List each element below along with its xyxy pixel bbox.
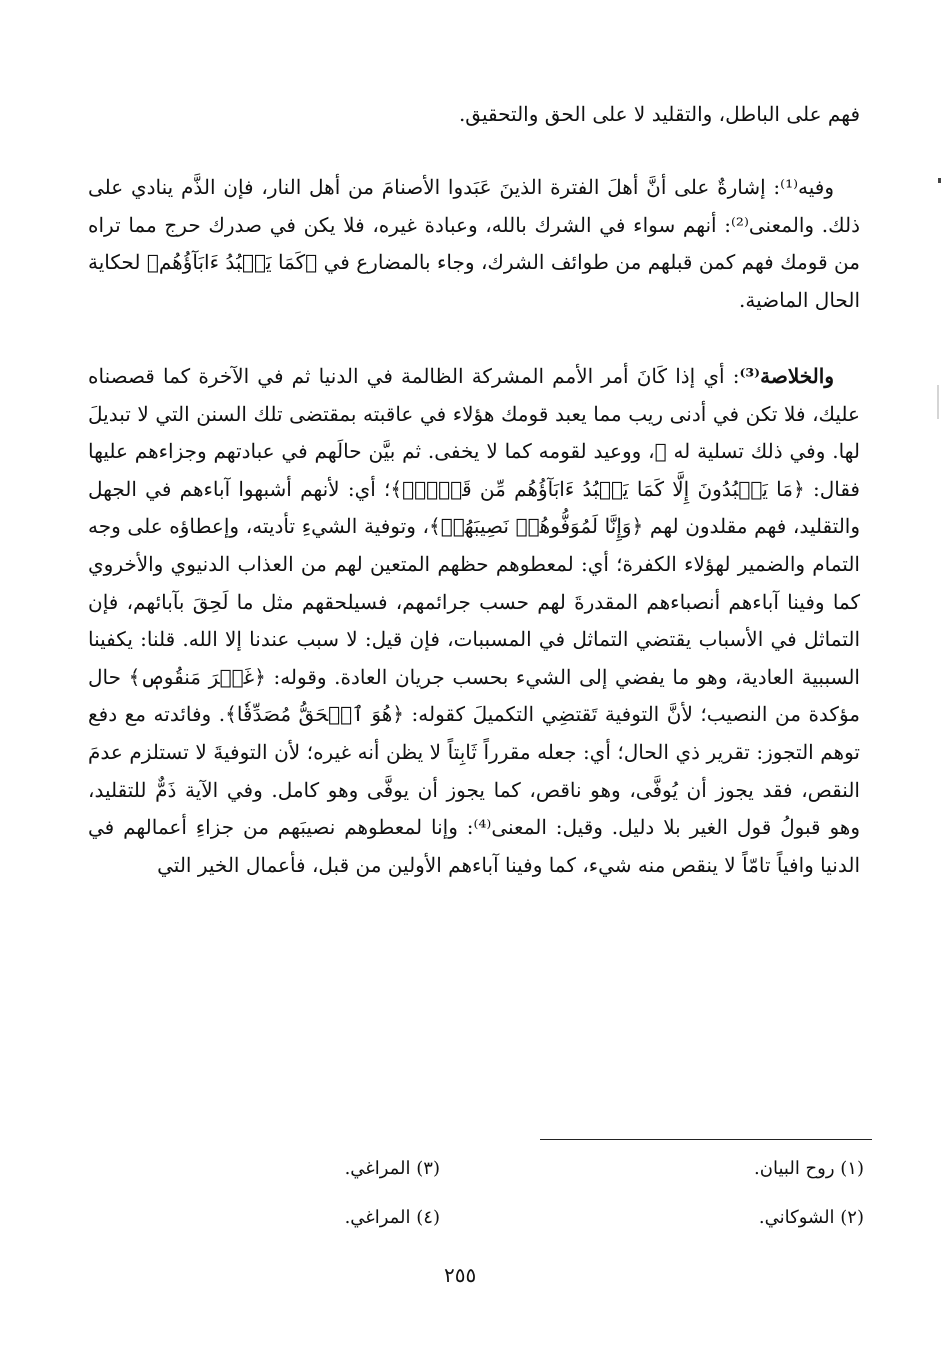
footnote-divider [540, 1139, 872, 1140]
scan-margin-speck [937, 385, 939, 419]
scan-margin-mark [938, 178, 941, 183]
page-number: ٢٥٥ [444, 1263, 477, 1287]
summary-body: : أي إذا كَانَ أمر الأمم المشركة الظالمة في الدنيا ثم في الآخرة كما قصصناه عليك، فلا تكن في أدنى ريب مما يعبد قومك هؤلاء في عاقبته بمقتضى تلك السنن التي لا تبديلَ لها. وفي ذلك تسلية له ﷺ، ووعيد لقومه كما لا يخفى. ثم بيَّن حالَهم في عبادتهم وجزاءهم عليها فقال: ﴿مَا يَعۡبُدُونَ إِلَّا كَمَا يَعۡبُدُ ءَابَآؤُهُم مِّن قَبۡلُۚ﴾؛ أي: لأنهم أشبهوا آباءهم في الجهل والتقليد، فهم مقلدون لهم ﴿وَإِنَّا لَمُوَفُّوهُمۡ نَصِيبَهُمۡ﴾، وتوفية الشيءِ تأديته، وإعطاؤه على وجه التمام والضمير لهؤلاء الكفرة؛ أي: لمعطوهم حظهم المتعين لهم من العذاب الدنيوي والأخروي كما وفينا آباءهم أنصباءهم المقدرةَ لهم حسب جرائمهم، فسيلحقهم مثل ما لَحِقَ بآبائهم، فإن التماثل في الأسباب يقتضي التماثل في المسببات، فإن قيل: لا سبب عندنا إلا الله. قلنا: يكفينا السببية العادية، وهو ما يفضي إلى الشيء بحسب جريان العادة. وقوله: ﴿غَيۡرَ مَنقُوصٖ﴾ حال مؤكدة من النصيب؛ لأنَّ التوفية تَقتضِي التكميلَ كقوله: ﴿هُوَ ٱلۡحَقُّ مُصَدِّقٗا﴾. وفائدته مع دفع توهم التجوز: تقرير ذي الحال؛ أي: جعله مقرراً ثَابِتاً لا يظن أنه غيره؛ لأن التوفيةَ لا تستلزم عدمَ النقص، فقد يجوز أن يُوفَّى، وهو ناقص، كما يجوز أن يوفَّى وهو كامل. وفي الآية ذَمٌّ للتقليد، وهو قبولُ قول الغير بلا دليل. وقيل: المعنى⁽⁴⁾: وإنا لمعطوهم نصيبَهم من جزاءِ أعمالهم في الدنيا وافياً تامّاً لا ينقص منه شيء، كما وفينا آباءهم الأولين من قبل، فأعمال الخير التي [88, 364, 861, 877]
paragraph-summary [88, 358, 860, 884]
footnote-1: (١) روح البيان. [754, 1158, 864, 1179]
footnote-2: (٢) الشوكاني. [758, 1207, 864, 1228]
paragraph-commentary [88, 169, 860, 319]
footnote-3: (٣) المراغي. [344, 1158, 440, 1179]
paragraph-continuation [88, 96, 860, 134]
paragraph-text [88, 358, 860, 884]
footnote-4: (٤) المراغي. [344, 1207, 440, 1228]
paragraph-text: فهم على الباطل، والتقليد لا على الحق والتحقيق. [458, 102, 860, 126]
summary-heading: والخلاصة⁽³⁾ [739, 364, 834, 388]
paragraph-text: وفيه⁽¹⁾: إشارةٌ على أنَّ أهلَ الفترة الذينَ عَبَدوا الأصنامَ من أهل النار، فإن الذَّم ينادي على ذلك. والمعنى⁽²⁾: أنهم سواء في الشرك بالله، وعبادة غيره، فلا يكن في صدرك حرج مما تراه من قومك فهم كمن قبلهم من طوائف الشرك، وجاء بالمضارع في ﴿كَمَا يَعۡبُدُ ءَابَآؤُهُم﴾ لحكاية الحال الماضية. [88, 175, 860, 312]
